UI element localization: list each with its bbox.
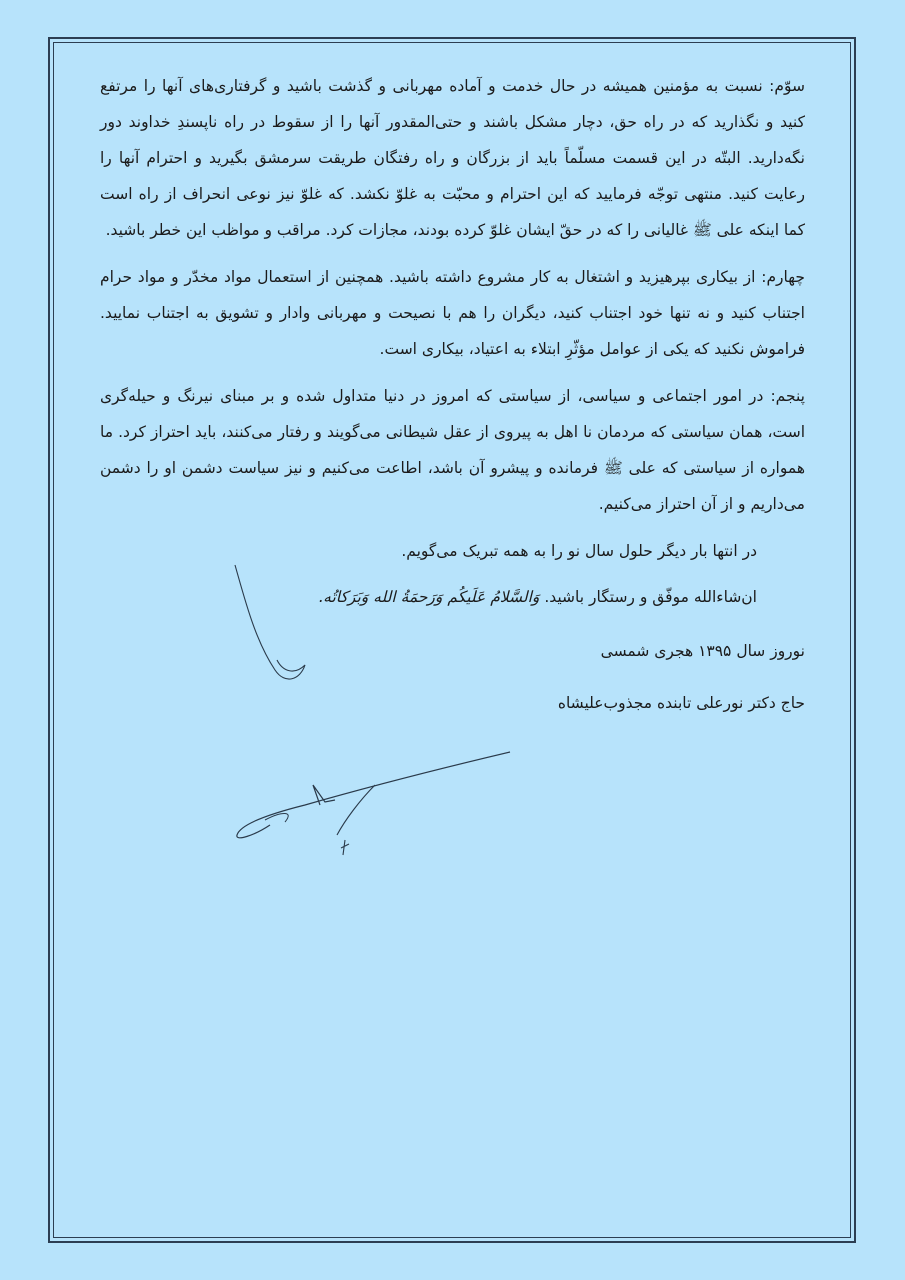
paragraph-fifth: پنجم: در امور اجتماعی و سیاسی، از سیاستی که امروز در دنیا متداول شده و بر مبنای نیرنگ و حیله‌گری است، همان سیاستی که مردمان نا اهل به پیروی از عقل شیطانی می‌گویند و رفتار می‌کنند، باید احتراز کرد. ما همواره از سیاستی که علی ﷺ فرمانده و پیشرو آن باشد، اطاعت می‌کنیم و نیز سیاست دشمن او را دشمن می‌داریم و از آن احتراز می‌کنیم.	[100, 387, 805, 513]
salam-phrase: وَالسَّلامُ عَلَیکُم وَرَحمَةُ الله وَبَرَکاتُه.	[318, 588, 540, 606]
handwritten-signature-icon	[225, 740, 525, 860]
farewell-text: ان‌شاءالله موفّق و رستگار باشید.	[544, 588, 757, 606]
letter-date: نوروز سال ۱۳۹۵ هجری شمسی	[600, 642, 805, 660]
farewell-line	[100, 579, 805, 615]
letter-body	[100, 68, 805, 737]
signer-name: حاج دکتر نورعلی تابنده مجذوب‌علیشاه	[557, 694, 805, 712]
new-year-greeting: در انتها بار دیگر حلول سال نو را به همه تبریک می‌گویم.	[401, 542, 757, 560]
handwritten-flourish-icon	[225, 560, 315, 690]
paragraph-third: سوّم: نسبت به مؤمنین همیشه در حال خدمت و آماده مهربانی و گذشت باشید و گرفتاری‌های آنها را مرتفع کنید و نگذارید که در راه حق، دچار مشکل باشند و حتی‌المقدور آنها را از سقوط در راه ناپسندِ خداوند دور نگه‌دارید. البتّه در این قسمت مسلّماً باید از بزرگان و راه رفتگان طریقت سرمشق بگیرید و احترام آنها را رعایت کنید. منتهی توجّه فرمایید که این احترام و محبّت به غلوّ نکشد. که غلوّ نیز نوعی انحراف از راه است کما اینکه علی ﷺ غالیانی را که در حقّ ایشان غلوّ کرده بودند، مجازات کرد. مراقب و مواظب این خطر باشید.	[100, 77, 805, 239]
paragraph-fourth: چهارم: از بیکاری بپرهیزید و اشتغال به کار مشروع داشته باشید. همچنین از استعمال مواد مخدّر و مواد حرام اجتناب کنید و نه تنها خود اجتناب کنید، دیگران را هم با نصیحت و مهربانی وادار و تشویق به اجتناب نمایید. فراموش نکنید که یکی از عوامل مؤثّرِ ابتلاء به اعتیاد، بیکاری است.	[100, 268, 805, 358]
